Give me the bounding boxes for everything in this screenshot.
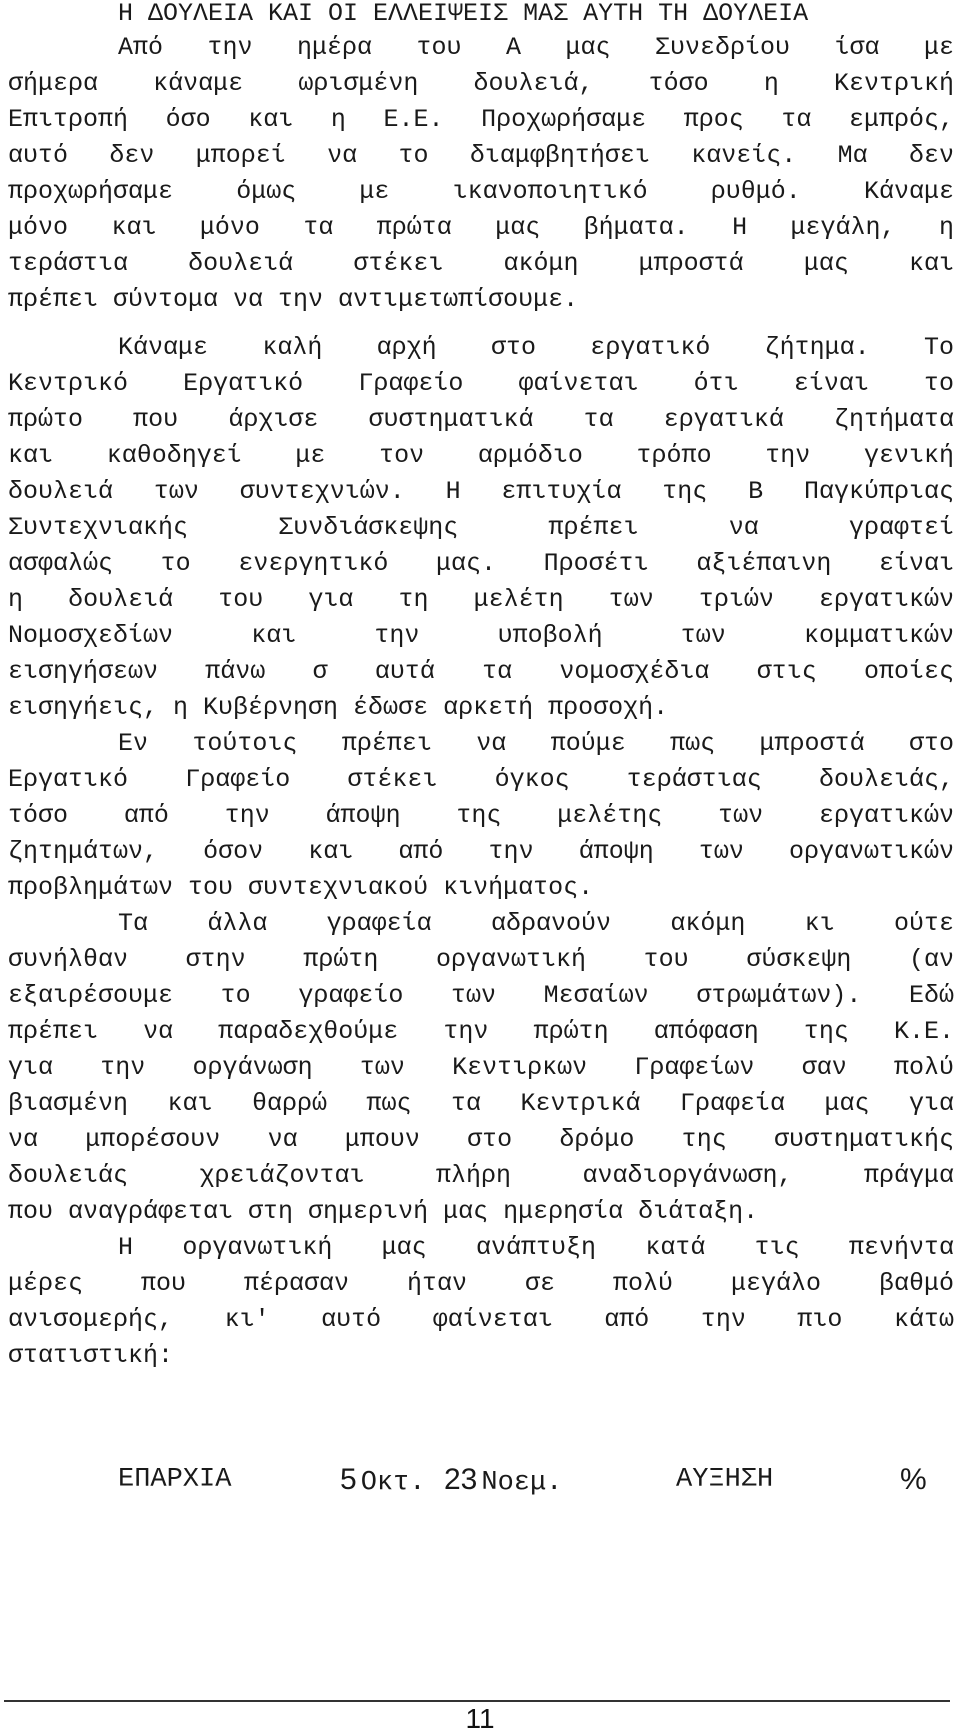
text-line: εισηγήεις, η Κυβέρνηση έδωσε αρκετή προσοχή. [8,693,669,722]
text-line: Εν τούτοις πρέπει να πούμε πως μπροστά στο [118,729,954,758]
text-line: τεράστια δουλειά στέκει ακόμη μπροστά μας και [8,249,954,278]
text-line: πρέπει να παραδεχθούμε την πρώτη απόφαση της Κ.Ε. [8,1017,954,1046]
text-line: μόνο και μόνο τα πρώτα μας βήματα. Η μεγάλη, η [8,213,954,242]
page-number: 11 [465,1703,495,1734]
text-line: Κεντρικό Εργατικό Γραφείο φαίνεται ότι είναι το [8,369,954,398]
text-line: σήμερα κάναμε ωρισμένη δουλειά, τόσο η Κεντρική [8,69,954,98]
column-header-nov-date [444,1460,562,1503]
text-line: πρώτο που άρχισε συστηματικά τα εργατικά ζητήματα [8,405,954,434]
text-line: μέρες που πέρασαν ήταν σε πολύ μεγάλο βαθμό [8,1269,954,1298]
text-line: εξαιρέσουμε το γραφείο των Μεσαίων στρωμάτων). Εδώ [8,981,954,1010]
column-header-oct-date [340,1460,426,1503]
text-line: Συντεχνιακής Συνδιάσκεψης πρέπει να γραφτεί [8,513,954,542]
text-line: αυτό δεν μπορεί να το διαμφβητήσει κανείς. Μα δεν [8,141,954,170]
section-heading: Η ΔΟΥΛΕΙΑ ΚΑΙ ΟΙ ΕΛΛΕΙΨΕΙΣ ΜΑΣ ΑΥΤΗ ΤΗ ΔΟΥΛΕΙΑ [118,0,809,28]
text-line: να μπορέσουν να μπουν στο δρόμο της συστηματικής [8,1125,954,1154]
text-line: για την οργάνωση των Κεντιρκων Γραφείων σαν πολύ [8,1053,954,1082]
column-header-province: ΕΠΑΡΧΙΑ [118,1465,232,1495]
text-line: δουλειά των συντεχνιών. Η επιτυχία της Β Παγκύπριας [8,477,954,506]
text-line: εισηγήσεων πάνω σ αυτά τα νομοσχέδια στις οποίες [8,657,954,686]
text-line: Επιτροπή όσο και η Ε.Ε. Προχωρήσαμε προς τα εμπρός, [8,105,954,134]
oct-day-number: 5 [340,1463,357,1496]
text-line: συνήλθαν στην πρώτη οργανωτική του σύσκεψη (αν [8,945,954,974]
text-line: Κάναμε καλή αρχή στο εργατικό ζήτημα. Το [118,333,954,362]
text-line: ανισομερής, κι' αυτό φαίνεται από την πιο κάτω [8,1305,954,1334]
nov-month-label: Νοεμ. [481,1468,563,1498]
column-header-increase: ΑΥΞΗΣΗ [676,1465,774,1495]
text-line: προβλημάτων του συντεχνιακού κινήματος. [8,873,594,902]
statistics-table-header [8,1460,954,1500]
text-line: προχωρήσαμε όμως με ικανοποιητικό ρυθμό. Κάναμε [8,177,954,206]
text-line: Από την ημέρα του Α μας Συνεδρίου ίσα με [118,33,954,62]
text-line: Η οργανωτική μας ανάπτυξη κατά τις πενήντα [118,1233,954,1262]
text-line: και καθοδηγεί με τον αρμόδιο τρόπο την γενική [8,441,954,470]
text-line: βιασμένη και θαρρώ πως τα Κεντρικά Γραφεία μας για [8,1089,954,1118]
text-line: δουλειάς χρειάζονται πλήρη αναδιοργάνωση, πράγμα [8,1161,954,1190]
text-line: ζητημάτων, όσον και από την άποψη των οργανωτικών [8,837,954,866]
text-line: η δουλειά του για τη μελέτη των τριών εργατικών [8,585,954,614]
text-line: Νομοσχεδίων και την υποβολή των κομματικών [8,621,954,650]
text-line: πρέπει σύντομα να την αντιμετωπίσουμε. [8,285,579,314]
text-line: στατιστική: [8,1341,174,1370]
text-line: που αναγράφεται στη σημερινή μας ημερησία διάταξη. [8,1197,759,1226]
text-line: ασφαλώς το ενεργητικό μας. Προσέτι αξιέπαινη είναι [8,549,954,578]
oct-month-label: Οκτ. [360,1468,426,1498]
nov-day-number: 23 [444,1463,478,1496]
text-line: τόσο από την άποψη της μελέτης των εργατικών [8,801,954,830]
column-header-percent: % [900,1463,927,1496]
text-line: Τα άλλα γραφεία αδρανούν ακόμη κι ούτε [118,909,954,938]
text-line: Εργατικό Γραφείο στέκει όγκος τεράστιας δουλειάς, [8,765,954,794]
